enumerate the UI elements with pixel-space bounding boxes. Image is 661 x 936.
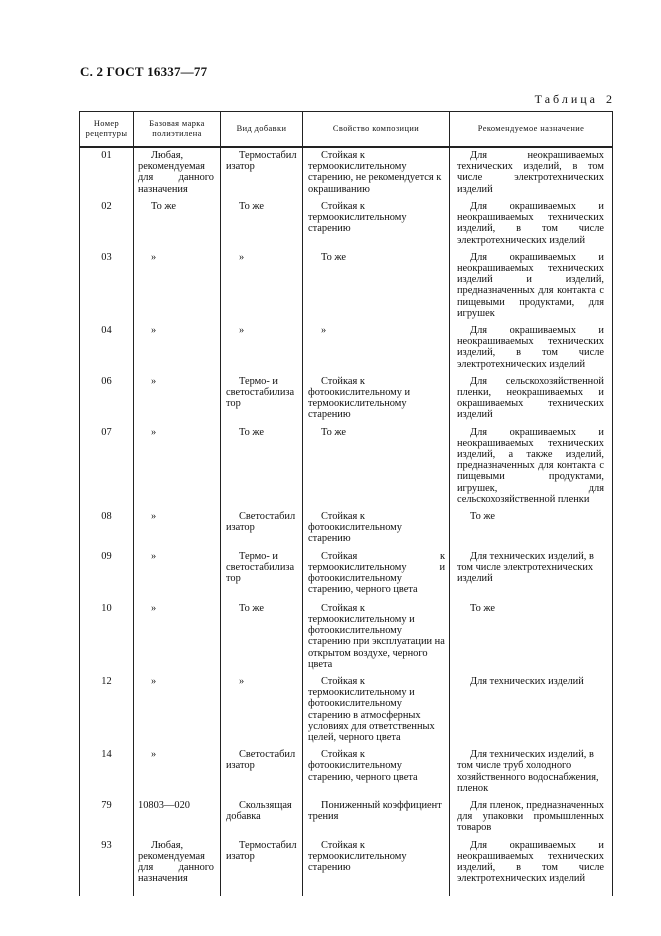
cell-base: » (134, 601, 221, 674)
cell-base: » (134, 374, 221, 425)
cell-base: » (134, 323, 221, 374)
col-header-additive: Вид добавки (221, 112, 303, 148)
cell-purpose: Для технических изделий, в том числе труб холодного хозяйственного водоснабжения, пленок (450, 747, 613, 798)
cell-code: 04 (80, 323, 134, 374)
cell-property: Стойкая к фотоокислительному старению (303, 509, 450, 549)
cell-additive: То же (221, 199, 303, 250)
cell-additive: » (221, 674, 303, 747)
cell-additive: » (221, 323, 303, 374)
recipes-table (79, 111, 613, 896)
table-row (80, 147, 613, 199)
cell-base: » (134, 674, 221, 747)
cell-property: Стойкая к фотоокислительному и термоокислительному старению (303, 374, 450, 425)
cell-purpose: Для сельскохозяйственной пленки, неокрашиваемых и окрашиваемых технических изделий (450, 374, 613, 425)
cell-base: То же (134, 199, 221, 250)
cell-code: 09 (80, 549, 134, 601)
cell-property: Пониженный коэффициент трения (303, 798, 450, 838)
cell-code: 10 (80, 601, 134, 674)
table-row (80, 323, 613, 374)
cell-base: » (134, 509, 221, 549)
table-row (80, 601, 613, 674)
cell-additive: Термо- и светостабилизатор (221, 549, 303, 601)
table-row (80, 199, 613, 250)
cell-additive: То же (221, 425, 303, 509)
page-header: С. 2 ГОСТ 16337—77 (80, 64, 208, 79)
cell-additive: Светостабилизатор (221, 509, 303, 549)
cell-purpose: Для окрашиваемых и неокрашиваемых технических изделий, а также изделий, предназначенных для контакта с пищевыми продуктами, игрушек, для сельскохозяйственной пленки (450, 425, 613, 509)
cell-property: Стойкая к термоокислительному и фотоокислительному старению в атмосферных условиях для ответственных целей, черного цвета (303, 674, 450, 747)
table-caption-number: 2 (606, 92, 612, 106)
table-row (80, 747, 613, 798)
table-row (80, 674, 613, 747)
table-header-row (80, 112, 613, 148)
cell-base: » (134, 747, 221, 798)
cell-purpose: Для неокрашиваемых технических изделий, в том числе электротехнических изделий (450, 147, 613, 199)
table-row (80, 374, 613, 425)
cell-code: 93 (80, 838, 134, 896)
cell-purpose: Для окрашиваемых и неокрашиваемых технических изделий, в том числе электротехнических изделий (450, 838, 613, 896)
cell-property: То же (303, 250, 450, 323)
cell-property: Стойкая к термоокислительному старению (303, 199, 450, 250)
cell-additive: Термо- и светостабилизатор (221, 374, 303, 425)
cell-additive: Скользящая добавка (221, 798, 303, 838)
cell-purpose: То же (450, 509, 613, 549)
cell-code: 08 (80, 509, 134, 549)
table-row (80, 549, 613, 601)
cell-code: 01 (80, 147, 134, 199)
cell-property: Стойкая к термоокислительному и фотоокислительному старению при эксплуатации на открытом воздухе, черного цвета (303, 601, 450, 674)
cell-code: 02 (80, 199, 134, 250)
cell-code: 03 (80, 250, 134, 323)
cell-additive: То же (221, 601, 303, 674)
col-header-code: Номер рецептуры (80, 112, 134, 148)
cell-purpose: Для технических изделий, в том числе электротехнических изделий (450, 549, 613, 601)
table-caption (535, 92, 612, 107)
cell-code: 07 (80, 425, 134, 509)
cell-additive: Светостабилизатор (221, 747, 303, 798)
cell-purpose: Для пленок, предназначенных для упаковки промышленных товаров (450, 798, 613, 838)
cell-property: » (303, 323, 450, 374)
cell-code: 79 (80, 798, 134, 838)
cell-base: » (134, 549, 221, 601)
table-row (80, 250, 613, 323)
cell-base: Любая, рекомендуемая для данного назначения (134, 147, 221, 199)
cell-purpose: Для окрашиваемых и неокрашиваемых технических изделий и изделий, предназначенных для контакта с пищевыми продуктами, для игрушек (450, 250, 613, 323)
col-header-property: Свойство композиции (303, 112, 450, 148)
cell-code: 06 (80, 374, 134, 425)
cell-base: » (134, 425, 221, 509)
cell-property: Стойкая к термоокислительному старению (303, 838, 450, 896)
table-row (80, 798, 613, 838)
cell-purpose: Для технических изделий (450, 674, 613, 747)
cell-purpose: Для окрашиваемых и неокрашиваемых технических изделий, в том числе электротехнических изделий (450, 323, 613, 374)
cell-purpose: То же (450, 601, 613, 674)
cell-additive: » (221, 250, 303, 323)
cell-additive: Термостабилизатор (221, 147, 303, 199)
table-row (80, 509, 613, 549)
table-row (80, 425, 613, 509)
cell-base: 10803—020 (134, 798, 221, 838)
table-caption-word: Таблица (534, 92, 598, 106)
cell-property: Стойкая к термоокислительному и фотоокислительному старению, черного цвета (303, 549, 450, 601)
col-header-base: Базовая марка полиэтилена (134, 112, 221, 148)
cell-additive: Термостабилизатор (221, 838, 303, 896)
cell-base: Любая, рекомендуемая для данного назначения (134, 838, 221, 896)
cell-code: 12 (80, 674, 134, 747)
table-row (80, 838, 613, 896)
col-header-purpose: Рекомендуемое назначение (450, 112, 613, 148)
cell-property: Стойкая к термоокислительному старению, не рекомендуется к окрашиванию (303, 147, 450, 199)
cell-base: » (134, 250, 221, 323)
cell-property: То же (303, 425, 450, 509)
cell-code: 14 (80, 747, 134, 798)
cell-purpose: Для окрашиваемых и неокрашиваемых технических изделий, в том числе электротехнических изделий (450, 199, 613, 250)
cell-property: Стойкая к фотоокислительному старению, черного цвета (303, 747, 450, 798)
